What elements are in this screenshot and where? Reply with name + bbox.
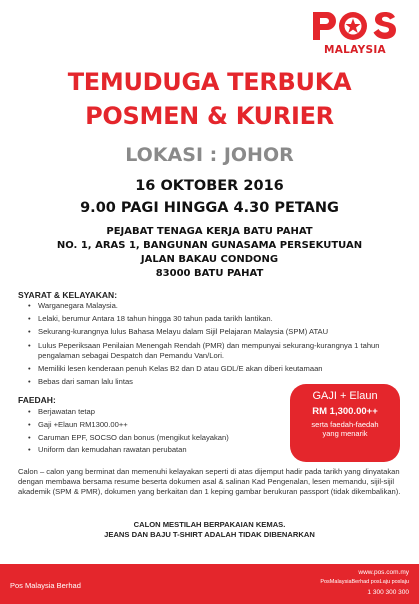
poster-title-line1: TEMUDUGA TERBUKA xyxy=(67,68,352,96)
poster-title-line2: POSMEN & KURIER xyxy=(85,102,334,130)
list-item: • Lelaki, berumur Antara 18 tahun hingga 30 tahun pada tarikh lantikan. xyxy=(28,314,400,324)
address-line: 83000 BATU PAHAT xyxy=(155,268,264,279)
pos-logo-mark xyxy=(309,8,401,44)
salary-note: serta faedah-faedah xyxy=(311,420,379,429)
list-item: • Lulus Peperiksaan Penilaian Menengah Rendah (PMR) dan mempunyai sekurang-kurangnya 1 tahun pengalaman sebagai Despatch dan Pemandu Van/Lori. xyxy=(28,341,400,361)
benefits-heading: FAEDAH: xyxy=(18,395,56,405)
footer-website: www.pos.com.my xyxy=(358,569,409,576)
dress-code-note: CALON MESTILAH BERPAKAIAN KEMAS. xyxy=(133,520,286,529)
list-item: • Memiliki lesen kenderaan penuh Kelas B2 dan D atau GDL/E akan diberi keutamaan xyxy=(28,364,400,374)
benefits-list xyxy=(28,407,288,458)
footer-brand: Pos Malaysia Berhad xyxy=(10,581,81,590)
list-item: • Warganegara Malaysia. xyxy=(28,301,400,311)
interview-time: 9.00 PAGI HINGGA 4.30 PETANG xyxy=(80,200,339,216)
application-instructions: Calon – calon yang berminat dan memenuhi kelayakan seperti di atas dijemput hadir pada tarikh yang dinyatakan dengan membawa bersama resume beserta dokumen asal & salinan Kad Pengenalan, lesen memandu, sijil-sijil akademik (SPM & PMR), dokumen yang berkaitan dan 1 keping gambar berukuran passport (tidak dikembalikan). xyxy=(18,467,401,496)
list-item: • Sekurang-kurangnya lulus Bahasa Melayu dalam Sijil Pelajaran Malaysia (SPM) ATAU xyxy=(28,327,400,337)
list-item: • Gaji +Elaun RM1300.00++ xyxy=(28,420,288,430)
pos-logo-icon xyxy=(309,8,401,44)
dress-code-note: JEANS DAN BAJU T-SHIRT ADALAH TIDAK DIBENARKAN xyxy=(104,530,315,539)
salary-badge-title: GAJI + Elaun xyxy=(312,390,378,402)
poster-location: LOKASI : JOHOR xyxy=(125,144,294,166)
footer-social: PosMalaysiaBerhad posLaju poslaju xyxy=(320,579,409,585)
logo-country-text: MALAYSIA xyxy=(324,44,386,56)
list-item: • Uniform dan kemudahan rawatan perubatan xyxy=(28,445,288,455)
requirements-list xyxy=(28,301,400,390)
interview-date: 16 OKTOBER 2016 xyxy=(135,178,284,194)
address-line: PEJABAT TENAGA KERJA BATU PAHAT xyxy=(106,226,313,237)
footer-bar xyxy=(0,564,419,604)
requirements-heading: SYARAT & KELAYAKAN: xyxy=(18,290,118,300)
list-item: • Bebas dari saman lalu lintas xyxy=(28,377,400,387)
address-line: NO. 1, ARAS 1, BANGUNAN GUNASAMA PERSEKUTUAN xyxy=(56,240,363,251)
pos-malaysia-logo xyxy=(309,8,401,60)
salary-badge xyxy=(290,384,400,462)
footer-phone: 1 300 300 300 xyxy=(367,589,409,596)
salary-note: yang menarik xyxy=(322,429,368,438)
salary-amount: RM 1,300.00++ xyxy=(312,406,378,417)
address-line: JALAN BAKAU CONDONG xyxy=(140,254,279,265)
list-item: • Berjawatan tetap xyxy=(28,407,288,417)
list-item: • Caruman EPF, SOCSO dan bonus (mengikut kelayakan) xyxy=(28,433,288,443)
